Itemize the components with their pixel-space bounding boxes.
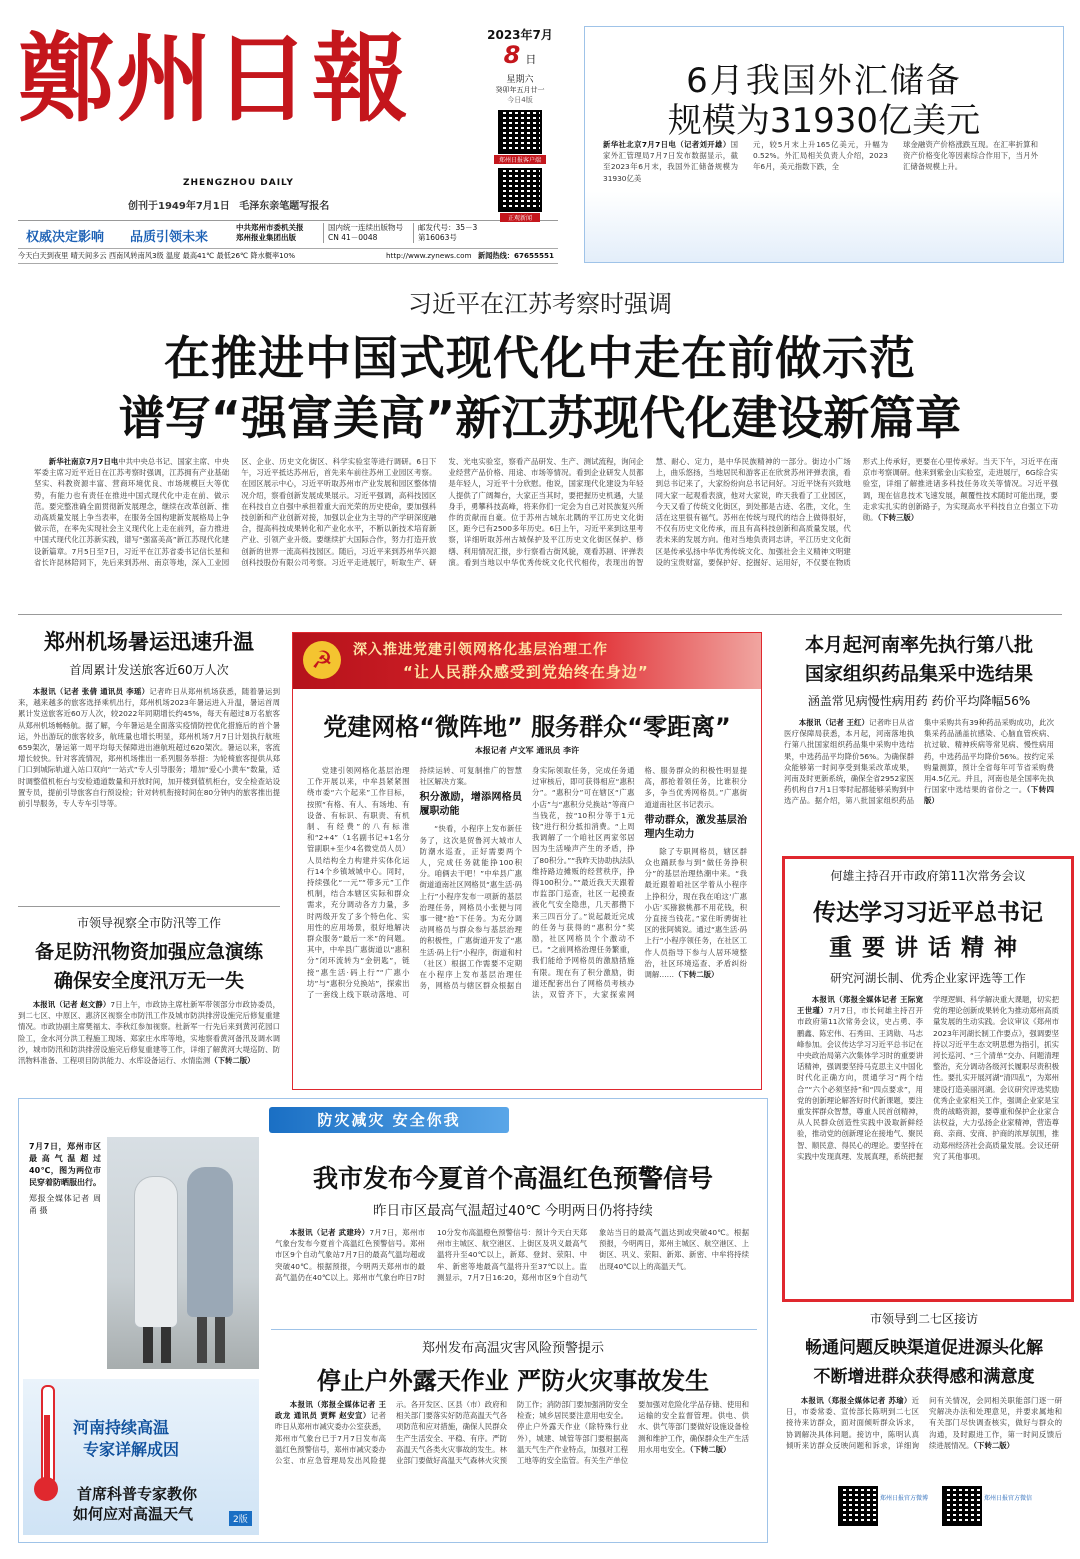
district-article (782, 1310, 1066, 1542)
website-text: http://www.zynews.com (386, 251, 472, 260)
airport-article (18, 626, 280, 896)
district-byline: 本报讯（郑报全媒体记者 苏瑜） (800, 1396, 912, 1405)
lead-dateline: 新华社南京7月7日电 (48, 457, 119, 466)
gov-subtitle: 研究河湖长制、优秀企业家评选等工作 (830, 971, 1026, 985)
qr-code-news[interactable] (498, 168, 542, 212)
date-day: 8 (503, 41, 521, 69)
slogan-right: 品质引领未来 (130, 230, 209, 245)
lead-divider (18, 614, 1062, 615)
masthead-char: 日 (214, 22, 312, 135)
weekday: 星期六 (506, 75, 534, 85)
lunar-date: 癸卯年五月廿一 (495, 86, 545, 94)
airport-body (18, 686, 280, 876)
flood-article (18, 914, 280, 1090)
heat-headline: 我市发布今夏首个高温红色预警信号 (312, 1164, 713, 1193)
heat-photo (107, 1137, 259, 1369)
party-subhead-1: 积分激励，增添网格员履职动能 (419, 792, 522, 818)
outdoor-kicker: 郑州发布高温灾害风险预警提示 (421, 1341, 604, 1356)
flood-headline-2: 确保安全度汛万无一失 (53, 970, 244, 992)
date-day-line (470, 43, 570, 72)
gov-article (782, 856, 1074, 1302)
district-jump: （下转二版） (973, 1440, 1015, 1450)
forex-body-3 (903, 139, 1038, 199)
person-right (187, 1167, 233, 1317)
lead-body (34, 456, 1058, 603)
bottom-qr-row (838, 1486, 1038, 1530)
promo-page-tag: 2版 (229, 1511, 252, 1526)
qr-code-wechat[interactable] (942, 1486, 982, 1526)
qr-weibo-label: 郑州日报官方微博 (880, 1495, 929, 1502)
flood-jump: （下转二版） (210, 1056, 255, 1066)
forex-headline-2: 规模为31930亿美元 (667, 101, 981, 141)
party-banner-1: 深入推进党建引领网格化基层治理工作 (353, 642, 608, 658)
promo-line-3: 首席科普专家教你 (77, 1485, 198, 1503)
date-block (470, 26, 570, 222)
masthead-founded-line (128, 197, 329, 212)
district-text: 近日，市委常委、宣传部长陈明到二七区接待来访群众，面对面倾听群众诉求，协调解决具体问题。接访中，陈明认真倾听来访群众反映问题和诉求，详细询问有关情况，会同相关职能部门逐一研究解决办法和处理意见，并要求属地和有关部门尽快调查核实，做好与群众的沟通，及时跟进工作，第一时间反馈后续进展情况。 (786, 1396, 1062, 1450)
outdoor-text: 记者昨日从郑州市减灾委办公室获悉，郑州市气象台已于7月7日发布高温红色预警信号，郑州市减灾委办公室、市应急管理局发出风险提示。各开发区、区县（市）政府和相关部门要落实好防范高温天气各项防范和应对措施，确保人民群众生产生活安全、平稳、有序。严防高温天气各类火灾事故的发生。林业部门要做好高温天气森林火灾预防工作；消防部门要加强消防安全检查；城乡居民要注意用电安全。停止户外露天作业（除特殊行业外），城建、城管等部门要根据高温天气生产作业特点，加强对工程工地等的安全监管。有关生产单位要加强对危险化学品存储、使用和运输的安全监督管理。供电、供水、供气等部门要做好设施设备检测和维护工作，确保群众生产生活用水用电安全。 (275, 1400, 749, 1466)
leg (143, 1327, 153, 1363)
weather-text: 今天白天到夜里 晴天间多云 西南风转南风3级 温度 最高41℃ 最低26℃ 降水概率10% (18, 251, 296, 260)
forex-headline-1: 6月我国外汇储备 (686, 61, 962, 101)
masthead (18, 14, 458, 244)
flood-text: 7日上午，市政协主席杜新军带领部分市政协委员，到二七区、中原区、惠济区视察全市防汛工作及城市防洪排涝设施完后修复重建情况。市政协副主席樊福太、李秋红参加视察。杜新军一行先后来到黄河花园口险工，金水河分洪工程施工现场、郑家庄水库等地，实地察看黄河备汛及调水调沙，城市防汛和防洪排涝设施完后修复重建等工作，详细了解黄河大堤巡防、防汛物料准备、工程项目防洪能力、水库设备运行、水情监测 (18, 1000, 280, 1066)
heat-banner (269, 1107, 509, 1133)
date-year-month: 2023年7月 (487, 28, 553, 42)
drug-subtitle: 涵盖常见病慢性病用药 药价平均降幅56% (807, 694, 1031, 708)
qr-code-weibo[interactable] (838, 1486, 878, 1526)
heat-text: 7月7日，郑州市气象台发布今夏首个高温红色预警信号。郑州市区9个自动气象站7月7日的最高气温均超或突破40℃。根据预报，今明两天郑州市的最高气温仍在40℃以上。郑州市气象台昨日7时10分发布高温橙色预警信号：预计今天白天郑州市主城区、航空港区、上街区及巩义最高气温将升至40℃以上，新郑、登封、荥阳、中牟、新密等地最高气温将升至37℃以上。监测显示，7月7日16:20，郑州市区9个自动气象站当日的最高气温达到或突破40℃。根据预报，今明两日，郑州主城区、航空港区、上街区、巩义、荥阳、新郑、新密、中牟将持续出现40℃以上的高温天气。 (275, 1228, 749, 1282)
heat-photo-credit: 郑报全媒体记者 周甬 摄 (29, 1194, 101, 1215)
heat-body (275, 1227, 749, 1323)
heat-section (18, 1098, 768, 1543)
postal-code: 邮发代号：35－3 (418, 223, 478, 232)
person-left (135, 1177, 177, 1327)
drug-article (776, 630, 1062, 842)
drug-text: 记者昨日从省医疗保障局获悉，本月起，河南落地执行第八批国家组织药品集中采购中选结果，中选药品平均降价56%。为确保群众能够第一时间享受到集采改革成果，河南及时更新系统，确保全省2952家医药机构自7月1日零时起都能够采购到中选产品。据介绍，第八批国家组织药品集中采购共有39种药品采购成功，此次集采药品涵盖抗感染、心脑血管疾病、抗过敏、精神疾病等常见病、慢性病用药，中选药品平均降价56%。按约定采购量测算，预计全省每年可节省采购费用4.5亿元。并且，河南也是全国率先执行国家中选结果的省份之一。 (784, 718, 1055, 806)
cn-number: CN 41－0048 (328, 233, 378, 242)
masthead-char: 鄭 (18, 22, 116, 135)
flood-body (18, 999, 280, 1099)
gov-headline-1: 传达学习习近平总书记 (813, 900, 1043, 926)
district-headline-2: 不断增进群众获得感和满意度 (813, 1367, 1035, 1387)
heat-banner-text: 防灾减灾 安全你我 (317, 1111, 461, 1129)
qr-code-app[interactable] (498, 110, 542, 154)
airport-headline: 郑州机场暑运迅速升温 (44, 630, 254, 654)
party-byline: 本报记者 卢文军 通讯员 李许 (474, 746, 580, 755)
drug-jump: （下转四版） (924, 785, 1054, 806)
flood-headline-1: 备足防汛物资加强应急演练 (34, 941, 263, 963)
party-article (292, 632, 762, 1090)
heat-caption-text: 7月7日，郑州市区最高气温超过40℃，图为两位市民穿着防晒服出行。 (29, 1142, 101, 1187)
forex-lead: 新华社北京7月7日电（记者刘开雄） (603, 140, 731, 149)
heat-caption (29, 1141, 101, 1331)
qr-news-label: 正观新闻 (500, 213, 540, 222)
promo-line-4: 如何应对高温天气 (73, 1505, 194, 1523)
gov-kicker: 何雄主持召开市政府第11次常务会议 (830, 869, 1026, 883)
gov-headline-2: 重要讲话精神 (829, 935, 1027, 961)
forex-body-2 (753, 139, 888, 199)
heat-inner-divider (271, 1329, 757, 1330)
party-subhead-2: 带动群众，激发基层治理内生动力 (644, 814, 747, 840)
cn-block (323, 223, 403, 243)
masthead-char: 報 (312, 22, 410, 135)
slogan-left: 权威决定影响 (26, 230, 105, 245)
leg (215, 1317, 225, 1363)
party-banner (293, 633, 761, 689)
heat-promo[interactable] (23, 1379, 259, 1535)
party-emblem-icon: ☭ (303, 641, 341, 679)
page-count: 今日4版 (507, 96, 533, 104)
promo-line-1: 河南持续高温 (73, 1418, 170, 1437)
qr-wechat-label: 郑州日报官方微信 (984, 1495, 1033, 1502)
outdoor-body (275, 1399, 749, 1531)
lead-text: 中共中央总书记、国家主席、中央军委主席习近平近日在江苏考察时强调，江苏拥有产业基础坚实、科教资源丰富、营商环境优良、市场规模巨大等优势，有能力也有责任在推进中国式现代化中走在前、做示范。要完整准确全面贯彻新发展理念，继续在改革创新、推动高质量发展上争当表率，在服务全国构建新发展格局上争做示范，在率先实现社会主义现代化上走在前列，奋力推进中国式现代化江苏新实践，谱写“强富美高”新江苏现代化建设新篇章。7月5日至7日，习近平在江苏省委书记信长星和省长许昆林陪同下，先后来到苏州、南京等地，深入工业园区、企业、历史文化街区、科学实验室等进行调研。6日下午，习近平抵达苏州后，首先来车前往苏州工业园区考察。在园区展示中心，习近平听取苏州市产业发展和园区整体情况介绍，察看创新发展成果展示。习近平强调，高科技园区在科技自立自强中承担着重大而光荣的历史使命，要加强科技创新和产业创新对接，加强以企业为主导的产学研深度融合，提高科技成果转化和产业化水平，不断以新技术培育新产业、引领产业升级。要继续扩大国际合作，努力打造开放创新的世界一流高科技园区。随后，习近平来到苏州华兴源创科技股份有限公司考察。习近平走进展厅，听取生产、研发、光电实验室，察看产品研发、生产、测试流程，询问企业经营产品价格、用途、市场等情况。看到企业研发人员都是年轻人，习近平十分欣慰。他说，国家现代化建设为年轻人提供了广阔舞台，大家正当其时，要把握历史机遇，大显身手，勇攀科技高峰，将来你们一定会为自己对民族复兴所作的贡献而自豪。位于苏州古城东北隅的平江历史文化街区，距今已有2500多年历史。6日上午，习近平来到这里考察，详细听取苏州古城保护及平江历史文化街区保护、修缮、利用情况汇报，步行察看古街风貌，观看苏剧、评弹表演。看到当地以中华优秀传统文化代代相传，表现出的智慧、耐心、定力，是中华民族精神的一部分。街边小广场上，曲乐悠扬，当地居民和游客正在欣赏苏州评弹表演，看到总书记来了，大家纷纷向总书记问好。习近平饶有兴致地同大家一起观看表演，他对大家说，昨天我看了工业园区，今天又看了传统文化街区，到处都是古迹、名胜，文化，生活在这里很有福气。苏州在传统与现代的结合上做得很好，不仅有历史文化传承，而且有高科技创新和高质量发展，代表未来的发展方向。他对当地负责同志讲，平江历史文化街区是传承弘扬中华优秀传统文化、加强社会主义精神文明建设的宝贵财富，要保护好、挖掘好、运用好，不仅要在物质形式上传承好，更要在心里传承好。当天下午，习近平在南京市考察调研。他来到紫金山实验室，走进展厅，6G综合实验室，详细了解推进诸多科技任务攻关等情况。习近平强调，现在信息技术飞速发展，颠覆性技术随时可能出现，要走求实扎实的创新路子，为实现高水平科技自立自强立下功勋。 (34, 457, 1058, 567)
qr-app-label: 郑州日报客户端 (494, 155, 546, 164)
airport-subtitle: 首周累计发送旅客近60万人次 (69, 663, 229, 677)
promo-line-2: 专家详解成因 (83, 1440, 180, 1459)
drug-headline-2: 国家组织药品集采中选结果 (804, 663, 1033, 685)
party-text-3: 除了专职网格员，辖区群众也踊跃参与到“做任务挣积分”的基层治理热潮中来。“我最近跟着咱社区学着从小程序上挣积分，现在我在咱这‘广惠小店’买猕猴桃都不用花钱，积分直接当钱花。”家住昕骋街社区的张阿姨说。通过“惠生活·码上行”小程序领任务，在社区工作人员指导下参与人居环境整治，社区环境巡查、矛盾纠纷调解…… (644, 846, 747, 980)
heat-subtitle: 昨日市区最高气温超过40℃ 今明两日仍将持续 (373, 1203, 653, 1219)
leg (161, 1327, 171, 1363)
masthead-english: ZHENGZHOU DAILY (183, 178, 294, 188)
drug-byline: 本报讯（记者 王红） (798, 718, 870, 727)
forex-col3: 球金融资产价格涨跌互现。在汇率折算和资产价格变化等因素综合作用下，当月外汇储备规模上升。 (903, 140, 1038, 172)
party-banner-2: “让人民群众感受到党始终在身边” (403, 663, 649, 681)
district-kicker: 市领导到二七区接访 (869, 1312, 978, 1326)
forex-col1: 国家外汇管理局7月7日发布数据显示，截至2023年6月末，我国外汇储备规模为31930亿美 (603, 140, 738, 183)
masthead-title (18, 24, 410, 134)
gov-body (797, 994, 1059, 1314)
airport-text: 记者昨日从郑州机场获悉，随着暑运到来，越来越多的旅客选择乘机出行，郑州机场2023年暑运进入升温，暑运首周累计发送旅客近60万人次，较2022年同期增长约45%，每天有超过8万名旅客从郑州机场畅畅航。据了解，今年暑运是全面落实疫情防控优化措施后的首个暑运，外出游玩的旅客较多，航班量也增长明显，郑州机场7月7日计划执行航班659架次，暑运第一周平均每天保障进出港航班超过620架次。暑运以来，客流增长较快。针对客流情况，郑州机场推出一系列服务举措：为轮椅旅客提供从郑门口到城际轨道入站口双向“一站式”专人引导服务；增加“爱心小黄车”数量，适时调整值机柜台与安检通道数量和开放时间，加开楼到值机柜台，安全检查站设置专员，提前引导旅客自行预设检；针对转机衔接时间在80分钟内的旅客推出提前引导服务，专人专车引导等。 (18, 687, 280, 809)
masthead-char: 州 (116, 22, 214, 135)
heat-byline: 本报讯（记者 武建玲） (289, 1228, 370, 1237)
drug-body (776, 717, 1062, 857)
publisher-2: 郑州报业集团出版 (236, 233, 296, 242)
flood-byline: 本报讯（记者 赵文静） (32, 1000, 111, 1009)
publisher (236, 223, 304, 243)
gov-byline: 本报讯（郑报全媒体记者 王际宽 王世瑾） (797, 995, 923, 1016)
leg (197, 1317, 207, 1363)
party-text: 党建引领网格化基层治理工作开展以来，中牟县紧紧围绕市委“六个起来”工作目标，按照“有格、有人、有场地、有设备、有标识、有职责、有机制、有经费”的八有标准和“2+4”（1名副书记+1名分管副职+至少4名微党员人员）人员结构全力构建并实体化运行14个乡镇域城中心。同时，持续强化“一元”“带多元”工作机制，结合本辖区实际和群众需求，充分调动各方力量，多时两级开发了多个特色化、实用性的应用场景，很好地解决群众服务“最后一米”的问题。其中，中牟县广惠街道以“惠积分”闭环流转为“金钥匙”，链接“惠生活·码上行”“广惠小坊”与“惠积分兑换站”，探索出了一套线上线下联动落地、可持续运转、可复制推广的智慧社区解决方案。 (307, 766, 522, 1000)
party-jump: （下转二版） (674, 970, 719, 980)
publisher-1: 中共郑州市委机关报 (236, 223, 304, 232)
flood-kicker: 市领导视察全市防汛等工作 (76, 916, 221, 930)
lead-headline-1: 在推进中国式现代化中走在前做示范 (164, 331, 916, 385)
outdoor-byline: 本报讯（郑报全媒体记者 王政龙 通讯员 贾辉 赵安宣） (275, 1400, 386, 1421)
date-day-suffix: 日 (525, 53, 537, 66)
airport-byline: 本报讯（记者 张倩 通讯员 李瑶） (32, 687, 150, 696)
lead-headline-2: 谱写“强富美高”新江苏现代化建设新篇章 (118, 391, 962, 445)
lead-kicker: 习近平在江苏考察时强调 (408, 290, 672, 318)
founded-text: 创刊于1949年7月1日 (128, 201, 230, 212)
postal-block (413, 223, 477, 243)
forex-article (584, 26, 1064, 263)
thermometer-icon (33, 1385, 59, 1505)
calligraphy-text: 毛泽东亲笔题写报名 (239, 201, 330, 212)
drug-headline-1: 本月起河南率先执行第八批 (804, 634, 1033, 656)
party-headline: 党建网格“微阵地” 服务群众“零距离” (323, 713, 731, 741)
party-text-2: “快看，小程序上发布新任务了，这次是贸鲁河大城市人防潮水巡查，正好需要两个人，完成任务就能挣100积分。咱俩去干吧！”中牟县广惠街道道南社区网格员“惠生活·码上行”小程序发布一项新的基层治理任务，网格员小张便与同事一键“抢”下任务。为充分调动网格员与群众参与基层治理的积极性，广惠街道开发了“惠生活·码上行”小程序，街道和村（社区）根据工作需要不定期在小程序上发布基层治理任务，网格员与辖区群众根据自身实际领取任务，完成任务通过审核后，即可获得相应“惠积分”。“惠积分”可在辖区“广惠小店”与“惠积分兑换站”等商户当钱花，按“10积分等于1元钱”进行积分抵扣消费。“上周我调解了一个咱社区两家邻居因为生活噪声产生的矛盾，挣了80积分。”“我昨天协助执法队维持路边摊贩的经营秩序，挣得100积分。”“最近我天天跟着市监部门巡查，社区一起摸查液化气安全隐患，几天都攒下来三四百分了。”说起最近完成的任务与获得的“惠积分”奖励，社区网格员个个激动不已。“之前网格治理任务繁重，我们能给予网格员的激励措施有限。现在有了积分激励，街道还配套出台了网格员考核办法，双管齐下，大家探索网格、服务群众的积极性明显提高，都抢着领任务，比谁积分多，争当优秀网格员。”广惠街道道南社区书记表示。 (419, 766, 747, 1000)
lead-jump: （下转三版） (877, 513, 919, 523)
hotline-text: 新闻热线：67655551 (478, 251, 554, 260)
outdoor-jump: （下转二版） (689, 1444, 731, 1454)
issue-number: 第16063号 (418, 233, 457, 242)
weather-bar (18, 248, 558, 264)
district-headline-1: 畅通问题反映渠道促进源头化解 (805, 1338, 1043, 1358)
forex-body-1 (603, 139, 738, 199)
party-body (307, 765, 747, 1077)
left-divider-1 (18, 906, 280, 907)
forex-col2: 元，较5月末上升165亿美元，升幅为0.52%。外汇局相关负责人介绍，2023年6月，美元指数下跌，全 (753, 140, 888, 172)
gov-text: 7月7日，市长何雄主持召开市政府第11次常务会议，史占勇、李鹏鑫、陈宏伟、石秀田、王鸿勋、马志峰参加。会议传达学习习近平总书记在中央政治局第六次集体学习时的重要讲话精神，强调要坚持马克思主义中国化时代化正确方向，贯通学习“两个结合”“六个必须坚持”和“四点要求”，用党的创新理论解答好时代新课题，要注重发挥群众智慧，尊重人民首创精神，从人民群众创造性实践中汲取新鲜经验，推动党的创新理论在接地气、聚民智、顺民意、得民心的理论。要坚持在实践中发现真理、发展真理，系统把握学理逻辑、科学解决重大课题，切实把党的理论创新成果转化为推动郑州高质量发展的生动实践。会议审议《郑州市2023年河湖长制工作要点》，强调要坚持以习近平生态文明思想为指引，抓实河长巡河、“三个清单”交办、问题清理整治，充分调动各级河长履职尽责积极性。要扎实开展河湖“清四乱”，为郑州建设打造美丽河湖。会议研究评选奖励优秀企业家相关工作，强调企业家是宝贵的战略资源，要尊重和保护企业家合法权益，大力弘扬企业家精神，营造尊商、亲商、安商、护商的浓厚氛围，推动郑州经济社会高质量发展。会议还研究了其他事项。 (797, 995, 1059, 1161)
slogan-bar (18, 220, 558, 247)
outdoor-headline: 停止户外露天作业 严防火灾事故发生 (316, 1367, 710, 1395)
cn-label: 国内统一连续出版物号 (328, 223, 403, 232)
